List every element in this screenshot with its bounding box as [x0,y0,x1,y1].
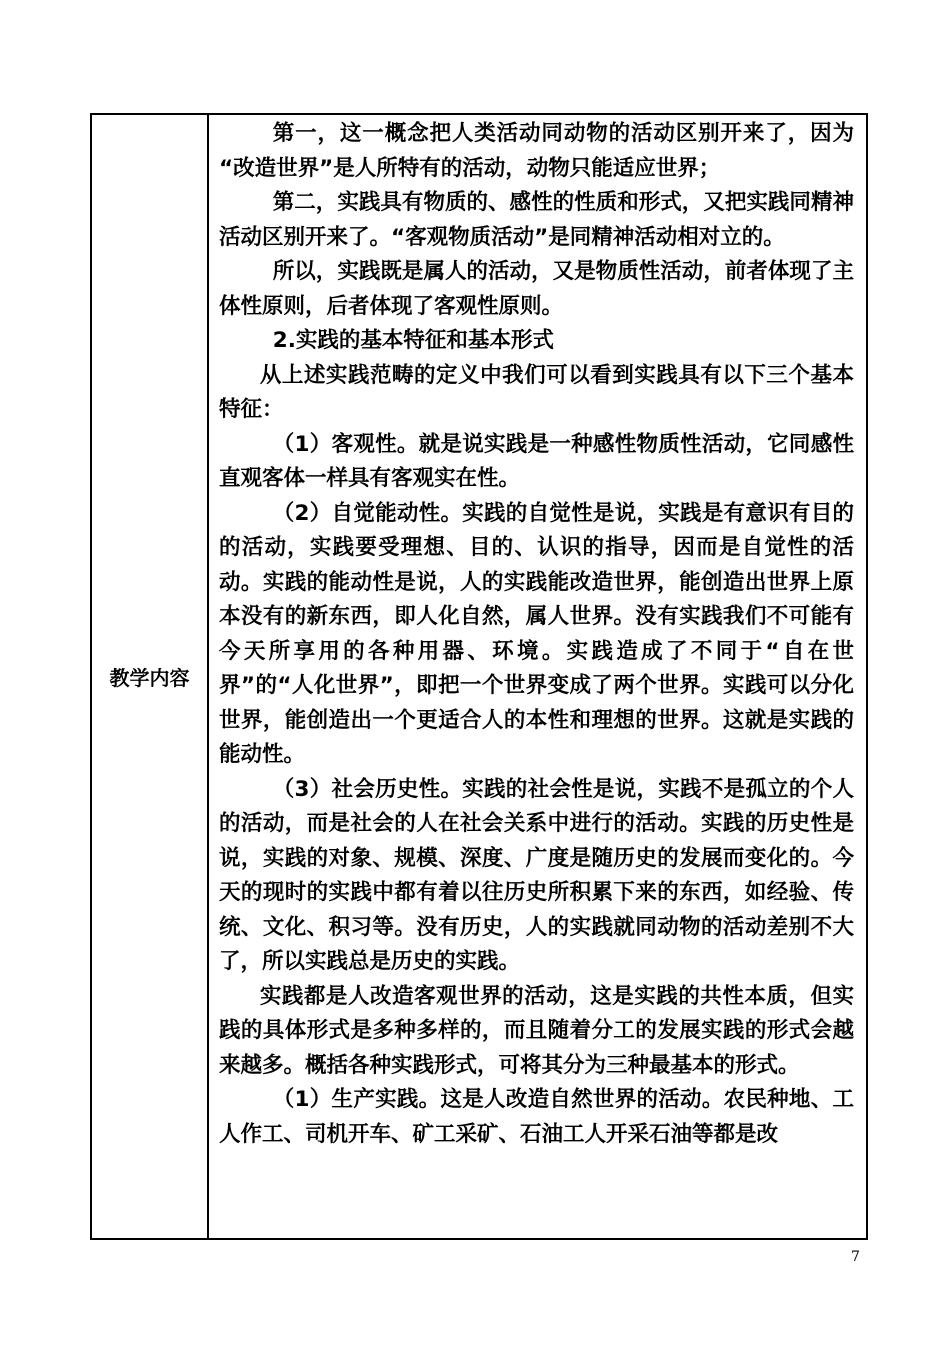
paragraph: 实践都是人改造客观世界的活动，这是实践的共性本质，但实践的具体形式是多种多样的，而且随着分工的发展实践的形式会越来越多。概括各种实践形式，可将其分为三种最基本的形式。 [219,983,854,1078]
paragraph: （2）自觉能动性。实践的自觉性是说，实践是有意识有目的的活动，实践要受理想、目的、认识的指导，因而是自觉性的活动。实践的能动性是说，人的实践能改造世界，能创造出世界上原本没有的新东西，即人化自然，属人世界。没有实践我们不可能有今天所享用的各种用器、环境。实践造成了不同于“自在世界”的“人化世界”，即把一个世界变成了两个世界。实践可以分化世界，能创造出一个更适合人的本性和理想的世界。这就是实践的能动性。 [219,500,854,767]
paragraph: （1）客观性。就是说实践是一种感性物质性活动，它同感性直观客体一样具有客观实在性。 [219,431,854,491]
paragraph: （3）社会历史性。实践的社会性是说，实践不是孤立的个人的活动，而是社会的人在社会关系中进行的活动。实践的历史性是说，实践的对象、规模、深度、广度是随历史的发展而变化的。今天的现时的实践中都有着以往历史所积累下来的东西，如经验、传统、文化、积习等。没有历史，人的实践就同动物的活动差别不大了，所以实践总是历史的实践。 [219,776,854,974]
page-number: 7 [851,1249,860,1265]
paragraph: 从上述实践范畴的定义中我们可以看到实践具有以下三个基本特征： [219,362,854,422]
section-heading: 2.实践的基本特征和基本形式 [272,328,554,353]
content-cell [209,115,866,1238]
paragraph: 所以，实践既是属人的活动，又是物质性活动，前者体现了主体性原则，后者体现了客观性原则。 [219,259,854,319]
row-label: 教学内容 [109,666,190,690]
paragraph: 第一，这一概念把人类活动同动物的活动区别开来了，因为 “改造世界”是人所特有的活动，动物只能适应世界； [219,121,854,181]
paragraph: 第二，实践具有物质的、感性的性质和形式，又把实践同精神活动区别开来了。“客观物质活动”是同精神活动相对立的。 [219,190,854,250]
content-table [90,113,868,1240]
row-label-cell [92,115,209,1238]
paragraph: （1）生产实践。这是人改造自然世界的活动。农民种地、工人作工、司机开车、矿工采矿、石油工人开采石油等都是改 [219,1087,854,1147]
